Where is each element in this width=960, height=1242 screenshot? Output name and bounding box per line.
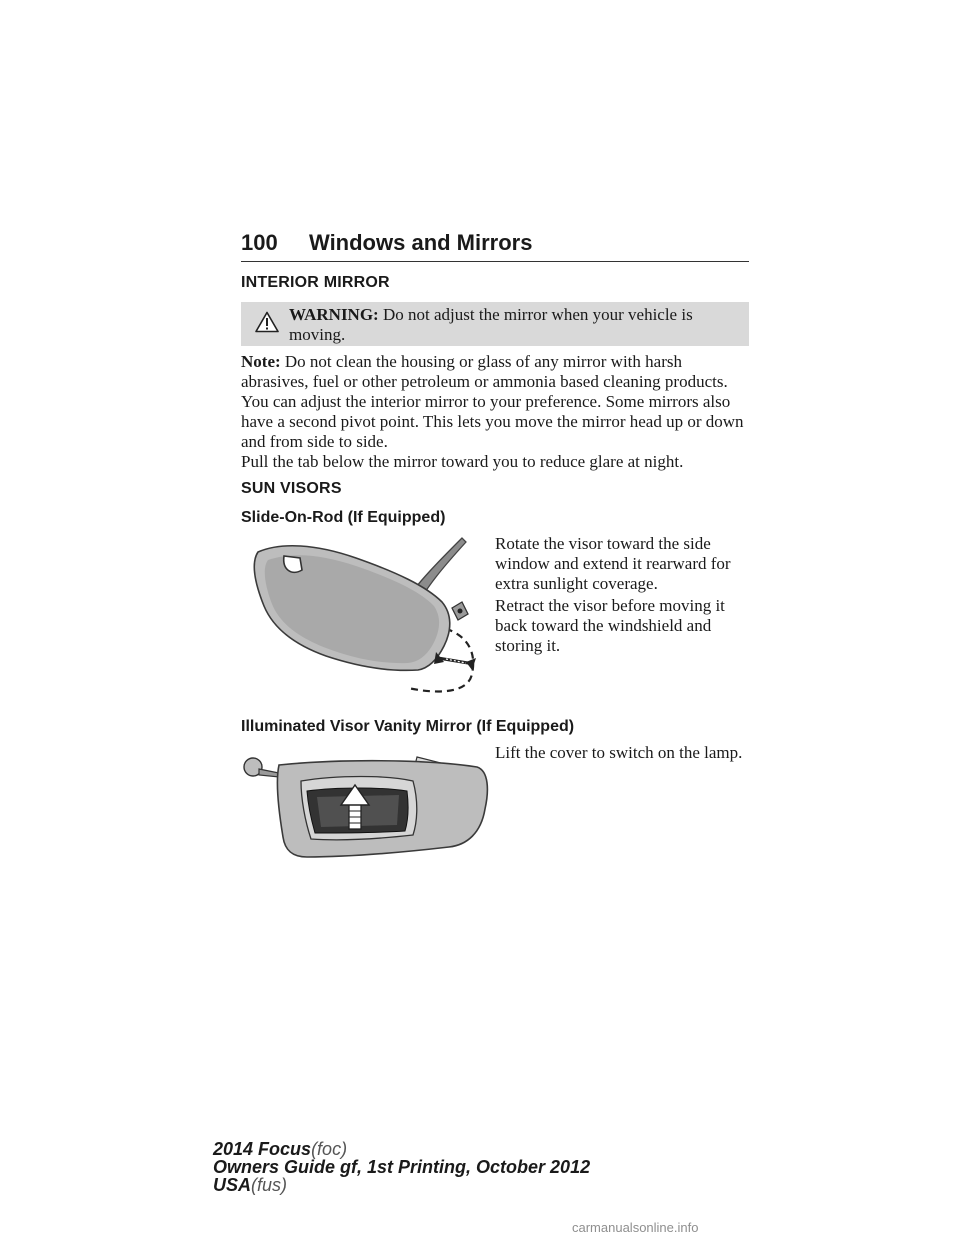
interior-mirror-paragraph: You can adjust the interior mirror to your preference. Some mirrors also have a second pivot point. This lets you move the mirror head up or down and from side to side. [241, 392, 744, 451]
note-text: Do not clean the housing or glass of any mirror with harsh abrasives, fuel or other petroleum or ammonia based cleaning products. [241, 352, 728, 391]
slide-on-rod-visor-illustration [246, 534, 482, 694]
glare-paragraph: Pull the tab below the mirror toward you to reduce glare at night. [241, 452, 684, 471]
note-label: Note: [241, 352, 281, 371]
vanity-paragraph: Lift the cover to switch on the lamp. [495, 743, 743, 762]
page-number: 100 [241, 230, 278, 255]
page-header-title: Windows and Mirrors [309, 230, 533, 255]
slide-on-rod-heading: Slide-On-Rod (If Equipped) [241, 509, 446, 526]
footer-market: USA [213, 1175, 252, 1195]
header-divider [241, 261, 749, 262]
slide-paragraph-1: Rotate the visor toward the side window and extend it rearward for extra sunlight coverage. [495, 534, 731, 593]
footer-market-code: (fus) [251, 1175, 288, 1195]
sun-visors-heading: SUN VISORS [241, 480, 342, 497]
warning-text: Do not adjust the mirror when your vehicle is moving. [289, 305, 693, 344]
slide-paragraph-2: Retract the visor before moving it back toward the windshield and storing it. [495, 596, 725, 655]
footer-guide: Owners Guide gf, 1st Printing, October 2012 [213, 1157, 591, 1177]
warning-triangle-icon [255, 311, 279, 333]
warning-label: WARNING: [289, 305, 379, 324]
footer-model-code: (foc) [311, 1139, 348, 1159]
interior-mirror-heading: INTERIOR MIRROR [241, 274, 390, 291]
footer-model: 2014 Focus [213, 1139, 312, 1159]
vanity-mirror-heading: Illuminated Visor Vanity Mirror (If Equipped) [241, 718, 575, 735]
note-paragraph [241, 352, 749, 392]
warning-box [241, 302, 749, 346]
warning-message [289, 305, 739, 345]
double-arrow-icon [434, 652, 476, 670]
document-footer [213, 1140, 590, 1194]
vanity-mirror-visor-illustration [237, 747, 489, 863]
watermark: carmanualsonline.info [572, 1220, 699, 1235]
